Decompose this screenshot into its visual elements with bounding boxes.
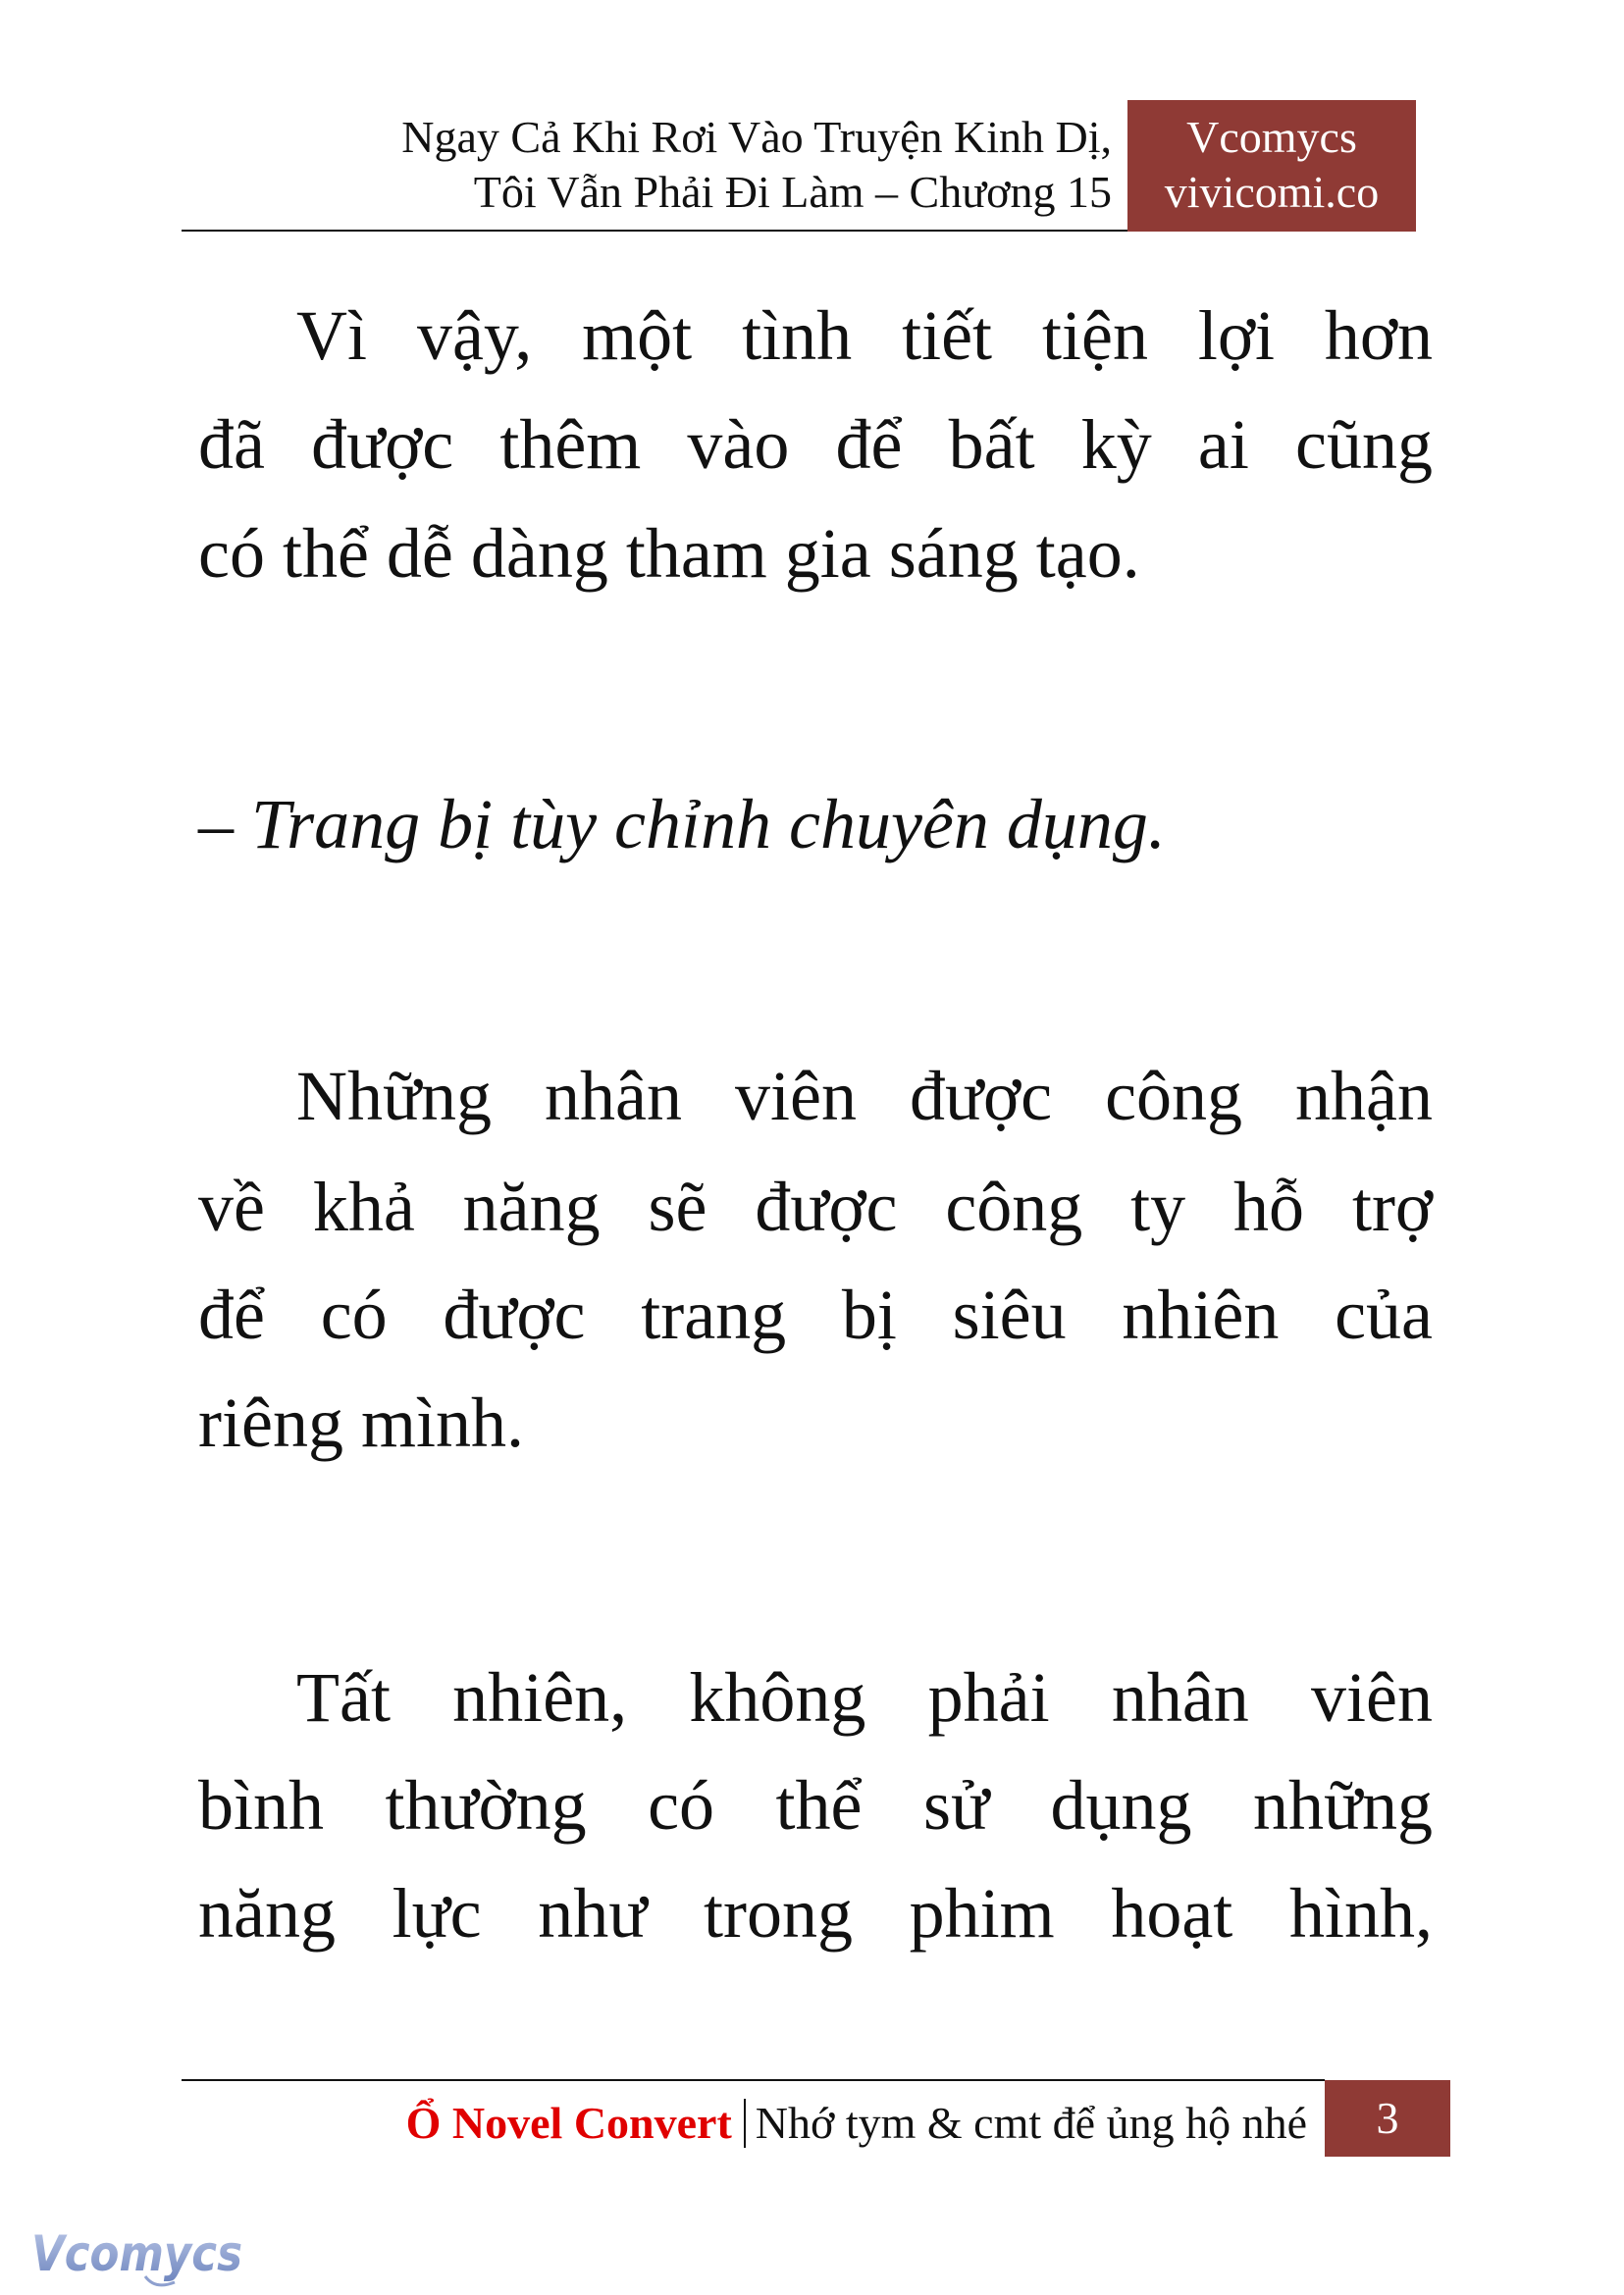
paragraph-line: bình thường có thể sử dụng những	[198, 1766, 1433, 1845]
paragraph-line: riêng mình.	[198, 1383, 524, 1462]
paragraph-line: Những nhân viên được công nhận	[296, 1057, 1433, 1135]
paragraph-line: để có được trang bị siêu nhiên của	[198, 1276, 1433, 1354]
footer-text	[406, 2096, 1307, 2151]
page-number: 3	[1325, 2080, 1450, 2157]
footer-rule	[182, 2079, 1325, 2081]
brand-site: vivicomi.co	[1164, 167, 1380, 217]
chapter-title-line-2: Tôi Vẫn Phải Đi Làm – Chương 15	[473, 167, 1112, 217]
paragraph-line: Tất nhiên, không phải nhân viên	[296, 1658, 1433, 1737]
header-rule	[182, 230, 1127, 232]
footer-separator	[744, 2099, 746, 2148]
svg-text:Vcomycs: Vcomycs	[31, 2225, 242, 2282]
brand-name: Vcomycs	[1186, 112, 1357, 162]
paragraph-line: có thể dễ dàng tham gia sáng tạo.	[198, 514, 1140, 593]
brand-box	[1127, 100, 1416, 232]
chapter-title-line-1: Ngay Cả Khi Rơi Vào Truyện Kinh Dị,	[401, 112, 1112, 162]
paragraph-line: Vì vậy, một tình tiết tiện lợi hơn	[296, 296, 1433, 375]
paragraph-line: năng lực như trong phim hoạt hình,	[198, 1874, 1433, 1953]
footer-brand: Ổ Novel Convert	[405, 2098, 732, 2148]
footer-message: Nhớ tym & cmt để ủng hộ nhé	[755, 2098, 1307, 2148]
paragraph-line: về khả năng sẽ được công ty hỗ trợ	[198, 1168, 1433, 1246]
chapter-title	[401, 110, 1112, 220]
paragraph-line: đã được thêm vào để bất kỳ ai cũng	[198, 405, 1433, 484]
vcomycs-watermark-logo	[27, 2219, 253, 2293]
italic-heading-line: – Trang bị tùy chỉnh chuyên dụng.	[198, 785, 1166, 863]
